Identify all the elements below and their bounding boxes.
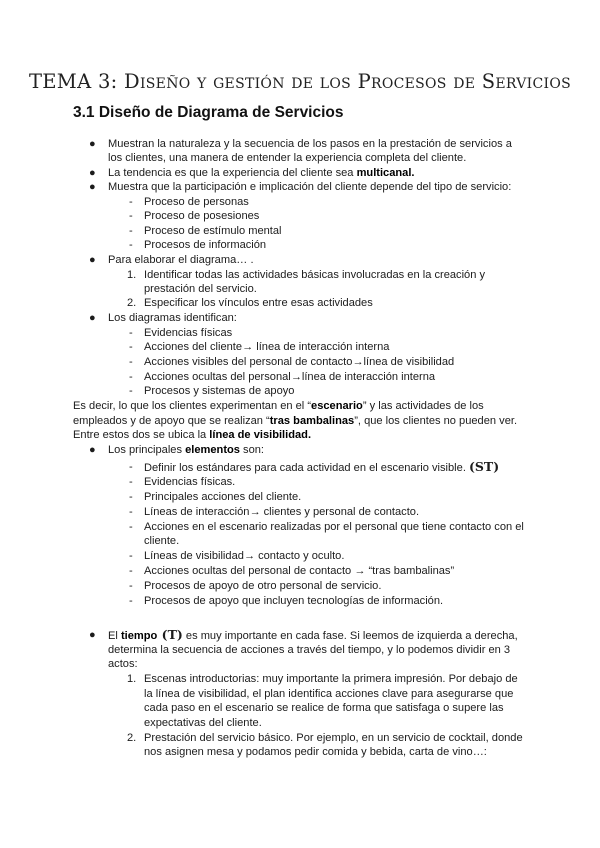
bullet-icon: ● [89,167,96,179]
sub-item: Acciones visibles del personal de contacto→línea de visibilidad [144,356,455,368]
element-item: Principales acciones del cliente. [144,491,302,503]
bullet-7-line-3: actos: [108,658,138,670]
paragraph-line-3: Entre estos dos se ubica la línea de visibilidad. [73,429,312,441]
act-1-line-2: la línea de visibilidad, el plan identifica acciones clave para asegurarse que [144,688,514,700]
page-title: TEMA 3: Diseño y gestión de los Procesos de Servicios [28,70,572,93]
sub-item: Procesos y sistemas de apoyo [144,385,295,397]
act-2-line-1: Prestación del servicio básico. Por ejemplo, en un servicio de cocktail, donde [144,732,523,744]
dash-icon: - [129,565,133,577]
bullet-5-text: Los diagramas identifican: [108,312,237,324]
element-item: Procesos de apoyo de otro personal de servicio. [144,580,382,592]
element-item-line-1: Acciones en el escenario realizadas por el personal que tiene contacto con el [144,521,524,533]
list-number: 1. [127,269,137,281]
sub-item: Proceso de posesiones [144,210,260,222]
bullet-3-text: Muestra que la participación e implicación del cliente depende del tipo de servicio: [108,181,512,193]
numbered-item-2: Especificar los vínculos entre esas actividades [144,297,373,309]
bullet-7-line-2: determina la secuencia de acciones a través del tiempo, y lo podemos dividir en 3 [108,644,511,656]
act-1-line-3: cada paso en el escenario se realice de forma que satisfaga o supere las [144,702,504,714]
sub-item: Proceso de personas [144,196,249,208]
act-1-line-1: Escenas introductorias: muy importante la primera impresión. Por debajo de [144,673,518,685]
bullet-icon: ● [89,312,96,324]
dash-icon: - [129,196,133,208]
dash-icon: - [129,327,133,339]
section-heading: 3.1 Diseño de Diagrama de Servicios [73,104,344,121]
dash-icon: - [129,521,133,533]
element-item: Procesos de apoyo que incluyen tecnologías de información. [144,595,444,607]
element-item-line-2: cliente. [144,535,180,547]
dash-icon: - [129,225,133,237]
sub-item: Acciones ocultas del personal→línea de interacción interna [144,371,436,383]
element-item: Líneas de visibilidad→ contacto y oculto. [144,550,345,562]
element-item: Acciones ocultas del personal de contacto → “tras bambalinas” [144,565,455,577]
bullet-icon: ● [89,444,96,456]
t-marker: (T) [157,627,183,642]
numbered-item-1-line-1: Identificar todas las actividades básicas involucradas en la creación y [144,269,486,281]
dash-icon: - [129,341,133,353]
sub-item: Evidencias físicas [144,327,233,339]
paragraph-line-1: Es decir, lo que los clientes experimentan en el “escenario” y las actividades de los [73,400,484,412]
dash-icon: - [129,239,133,251]
list-number: 2. [127,732,137,744]
bullet-7-line-1: El tiempo (T) es muy importante en cada fase. Si leemos de izquierda a derecha, [108,627,518,642]
bullet-1-line-1: Muestran la naturaleza y la secuencia de los pasos en la prestación de servicios a [108,138,512,150]
sub-item: Procesos de información [144,239,267,251]
element-item: Líneas de interacción→ clientes y personal de contacto. [144,506,420,518]
element-item: Definir los estándares para cada actividad en el escenario visible. (ST) [144,459,500,474]
paragraph-line-2: empleados y de apoyo que se realizan “tras bambalinas”, que los clientes no pueden ver. [73,415,518,427]
dash-icon: - [129,210,133,222]
bullet-1-line-2: los clientes, una manera de entender la experiencia completa del cliente. [108,152,467,164]
dash-icon: - [129,371,133,383]
dash-icon: - [129,476,133,488]
bullet-4-text: Para elaborar el diagrama… . [108,254,254,266]
list-number: 2. [127,297,137,309]
st-marker: (ST) [468,459,500,474]
dash-icon: - [129,385,133,397]
element-item: Evidencias físicas. [144,476,236,488]
bullet-icon: ● [89,181,96,193]
sub-item: Acciones del cliente→ línea de interacción interna [144,341,390,353]
dash-icon: - [129,595,133,607]
dash-icon: - [129,491,133,503]
bullet-icon: ● [89,254,96,266]
numbered-item-1-line-2: prestación del servicio. [144,283,257,295]
act-2-line-2: nos asignen mesa y podamos pedir comida y bebida, carta de vino…: [144,746,487,758]
bullet-icon: ● [89,138,96,150]
bullet-2-text: La tendencia es que la experiencia del cliente sea multicanal. [108,167,415,179]
dash-icon: - [129,356,133,368]
dash-icon: - [129,580,133,592]
sub-item: Proceso de estímulo mental [144,225,282,237]
act-1-line-4: expectativas del cliente. [144,717,262,729]
dash-icon: - [129,506,133,518]
bullet-6-text: Los principales elementos son: [108,444,265,456]
bullet-icon: ● [89,629,96,641]
dash-icon: - [129,461,133,473]
list-number: 1. [127,673,137,685]
dash-icon: - [129,550,133,562]
